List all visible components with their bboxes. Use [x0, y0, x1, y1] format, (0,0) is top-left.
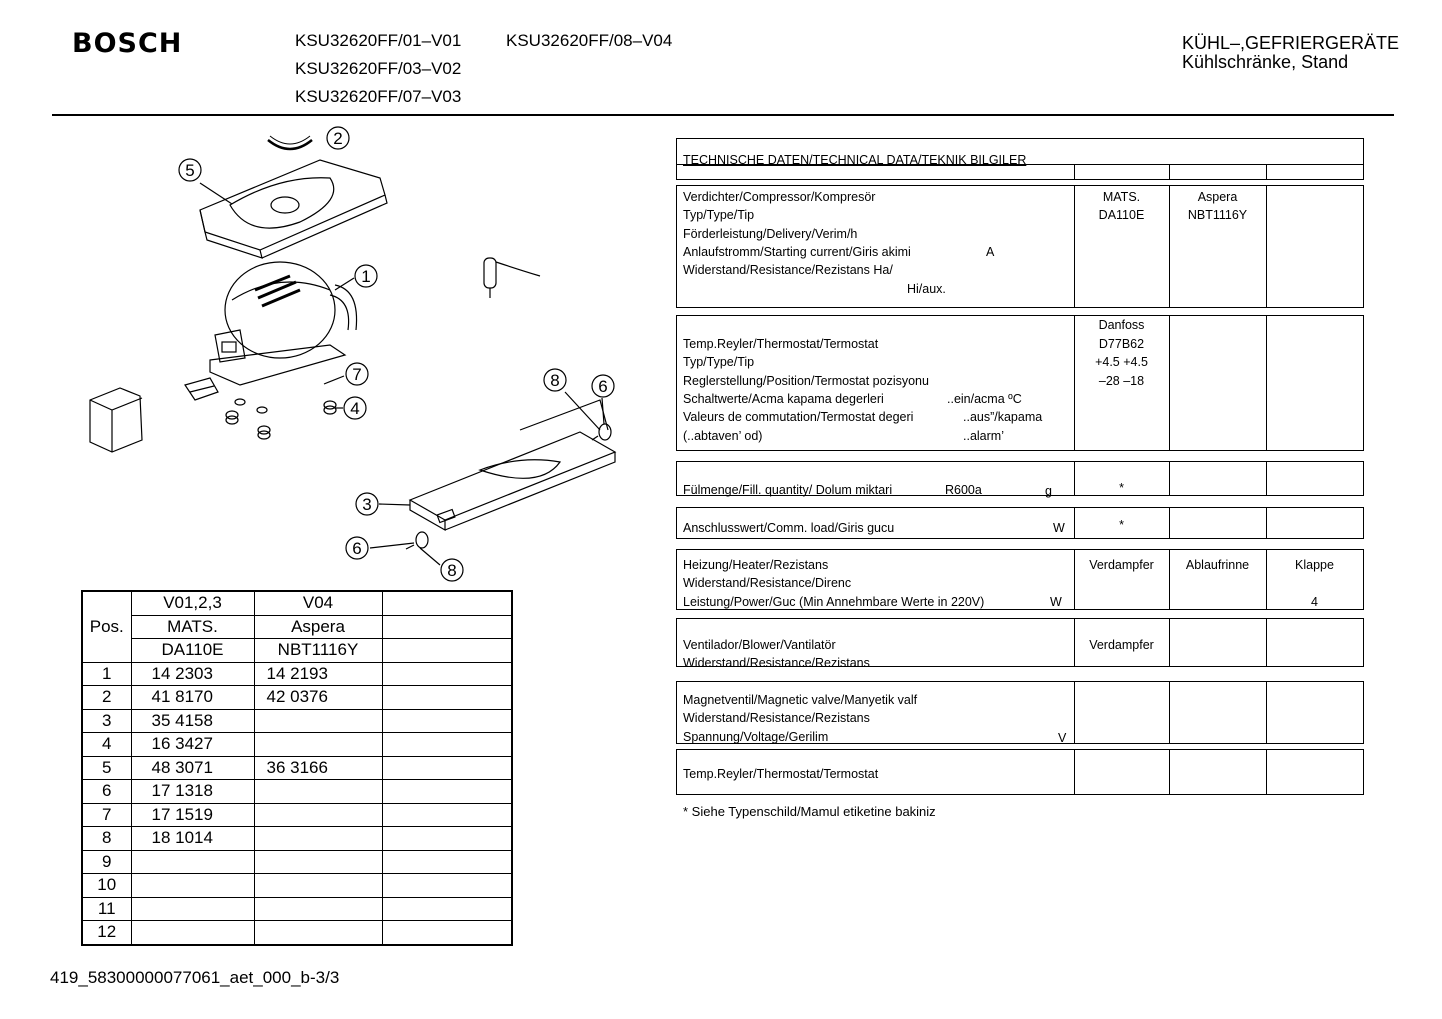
pos-number: 5 [82, 756, 131, 780]
part-number [254, 850, 382, 874]
fill-value: * [1119, 481, 1124, 495]
tech-label: Temp.Reyler/Thermostat/Termostat [683, 337, 879, 351]
callout-label: 6 [352, 539, 362, 558]
tech-label: (..abtaven’ od) [683, 429, 763, 443]
thermostat-maker: Danfoss [1098, 318, 1145, 332]
pos-number: 1 [82, 662, 131, 686]
maker-header: MATS. [131, 615, 254, 639]
empty-cell [382, 827, 512, 851]
parts-table [81, 590, 513, 946]
table-row [82, 897, 512, 921]
unit-label: W [1053, 521, 1065, 535]
part-number [131, 850, 254, 874]
heater-power-value: 4 [1311, 595, 1318, 609]
callout-label: 7 [352, 365, 362, 384]
tech-label: Widerstand/Resistance/Rezistans [683, 711, 870, 725]
pos-number: 12 [82, 921, 131, 945]
compressor-maker: Aspera [1197, 190, 1238, 204]
tech-label: Anlaufstromm/Starting current/Giris akimi [683, 245, 911, 259]
tech-label: Verdichter/Compressor/Kompresör [683, 190, 876, 204]
callout-label: 3 [362, 495, 372, 514]
tech-label: Heizung/Heater/Rezistans [683, 558, 829, 572]
part-number: 14 2193 [254, 662, 382, 686]
load-value: * [1119, 518, 1124, 532]
fill-quantity-box [676, 461, 1364, 496]
refrigerant-gas: R600a [945, 483, 982, 497]
part-number: 14 2303 [131, 662, 254, 686]
model-number: KSU32620FF/01–V01 [295, 31, 462, 50]
empty-cell [382, 803, 512, 827]
table-row [82, 850, 512, 874]
tech-label: Schaltwerte/Acma kapama degerleri [683, 392, 884, 406]
category-title: KÜHL–,GEFRIERGERÄTE [1182, 33, 1400, 53]
tech-label: Typ/Type/Tip [683, 208, 755, 222]
part-number [254, 803, 382, 827]
empty-cell [382, 709, 512, 733]
part-number: 35 4158 [131, 709, 254, 733]
tech-label: Widerstand/Resistance/Rezistans Ha/ [683, 263, 893, 277]
blower-box [676, 618, 1364, 670]
tech-label: Leistung/Power/Guc (Min Annehmbare Werte in 220V) [683, 595, 985, 609]
part-number: 41 8170 [131, 686, 254, 710]
part-number: 36 3166 [254, 756, 382, 780]
blower-column: Verdampfer [1089, 638, 1154, 652]
unit-label: V [1058, 731, 1067, 745]
part-number [254, 827, 382, 851]
variant-header: V04 [254, 591, 382, 615]
thermostat-setting: –28 –18 [1098, 374, 1145, 388]
callout-label: 6 [598, 377, 608, 396]
footnote: * Siehe Typenschild/Mamul etiketine bakiniz [683, 804, 936, 819]
tech-label: ..alarm’ [963, 429, 1004, 443]
tech-label: Anschlusswert/Comm. load/Giris gucu [683, 521, 895, 535]
tech-label: Reglerstellung/Position/Termostat pozisyonu [683, 374, 929, 388]
part-number [254, 709, 382, 733]
pos-header: Pos. [82, 591, 131, 662]
model-number: KSU32620FF/03–V02 [295, 59, 462, 78]
tech-label: Temp.Reyler/Thermostat/Termostat [683, 767, 879, 781]
pos-number: 8 [82, 827, 131, 851]
empty-cell [382, 662, 512, 686]
empty-cell [382, 686, 512, 710]
callout-label: 4 [350, 399, 360, 418]
unit-label: g [1045, 484, 1052, 498]
empty-cell [382, 921, 512, 945]
thermostat-box [676, 315, 1364, 451]
thermostat-setting: +4.5 +4.5 [1095, 355, 1148, 369]
pos-number: 7 [82, 803, 131, 827]
part-number [254, 780, 382, 804]
tech-label: Fülmenge/Fill. quantity/ Dolum miktari [683, 483, 893, 497]
heater-column: Ablaufrinne [1185, 558, 1250, 572]
part-number: 48 3071 [131, 756, 254, 780]
type-header: NBT1116Y [254, 639, 382, 663]
pos-number: 9 [82, 850, 131, 874]
tech-label: ..aus”/kapama [963, 410, 1043, 424]
type-header: DA110E [131, 639, 254, 663]
part-number: 16 3427 [131, 733, 254, 757]
callout-label: 1 [361, 267, 371, 286]
table-row [82, 803, 512, 827]
unit-label: A [986, 245, 995, 259]
variant-header [382, 591, 512, 615]
heater-column: Verdampfer [1089, 558, 1154, 572]
maker-header [382, 615, 512, 639]
callout-label: 8 [447, 561, 457, 580]
table-row [82, 733, 512, 757]
table-row [82, 874, 512, 898]
tech-title: TECHNISCHE DATEN/TECHNICAL DATA/TEKNIK BILGILER [683, 153, 1027, 167]
magnet-valve-box [676, 681, 1364, 744]
comm-load-box [676, 507, 1364, 539]
tech-title-box [676, 138, 1364, 180]
part-number [131, 897, 254, 921]
maker-header: Aspera [254, 615, 382, 639]
header-rule [52, 114, 1394, 116]
pos-number: 11 [82, 897, 131, 921]
tech-label: Spannung/Voltage/Gerilim [683, 730, 829, 744]
variant-header: V01,2,3 [131, 591, 254, 615]
document-id: 419_58300000077061_aet_000_b-3/3 [50, 968, 340, 987]
table-row [82, 756, 512, 780]
compressor-maker: MATS. [1102, 190, 1141, 204]
part-number [254, 897, 382, 921]
tech-label: Förderleistung/Delivery/Verim/h [683, 227, 858, 241]
pos-number: 4 [82, 733, 131, 757]
empty-cell [382, 756, 512, 780]
brand-logo: BOSCH [72, 28, 183, 59]
tech-label: Widerstand/Resistance/Rezistans [683, 656, 870, 670]
part-number: 18 1014 [131, 827, 254, 851]
tech-label: Magnetventil/Magnetic valve/Manyetik valf [683, 693, 918, 707]
table-row [82, 921, 512, 945]
part-number: 17 1318 [131, 780, 254, 804]
tech-label: Ventilador/Blower/Vantilatör [683, 638, 836, 652]
table-row [82, 827, 512, 851]
part-number [131, 921, 254, 945]
table-row [82, 709, 512, 733]
part-number: 17 1519 [131, 803, 254, 827]
type-header [382, 639, 512, 663]
part-number [254, 874, 382, 898]
pos-number: 10 [82, 874, 131, 898]
table-row [82, 686, 512, 710]
tech-label: Valeurs de commutation/Termostat degeri [683, 410, 914, 424]
thermostat-type: D77B62 [1098, 337, 1145, 351]
pos-number: 3 [82, 709, 131, 733]
empty-cell [382, 850, 512, 874]
part-number [254, 733, 382, 757]
category-subtitle: Kühlschränke, Stand [1182, 52, 1349, 72]
compressor-type: DA110E [1098, 208, 1145, 222]
tech-label: ..ein/acma ºC [947, 392, 1022, 406]
tech-label: Hi/aux. [907, 282, 946, 296]
callout-label: 5 [185, 161, 195, 180]
part-number: 42 0376 [254, 686, 382, 710]
heater-column: Klappe [1295, 558, 1334, 572]
part-number [254, 921, 382, 945]
empty-cell [382, 780, 512, 804]
heater-box [676, 549, 1364, 610]
table-row [82, 662, 512, 686]
empty-cell [382, 874, 512, 898]
table-row [82, 780, 512, 804]
pos-number: 2 [82, 686, 131, 710]
pos-number: 6 [82, 780, 131, 804]
compressor-type: NBT1116Y [1187, 208, 1248, 222]
empty-cell [382, 733, 512, 757]
tech-label: Widerstand/Resistance/Direnc [683, 576, 852, 590]
tech-label: Typ/Type/Tip [683, 355, 755, 369]
compressor-box [676, 185, 1364, 308]
model-number: KSU32620FF/08–V04 [506, 31, 673, 50]
exploded-parts-diagram [60, 118, 660, 588]
callout-label: 8 [550, 371, 560, 390]
callout-label: 2 [333, 129, 343, 148]
unit-label: W [1050, 595, 1062, 609]
model-number: KSU32620FF/07–V03 [295, 87, 462, 106]
part-number [131, 874, 254, 898]
empty-cell [382, 897, 512, 921]
thermostat2-box [676, 749, 1364, 795]
